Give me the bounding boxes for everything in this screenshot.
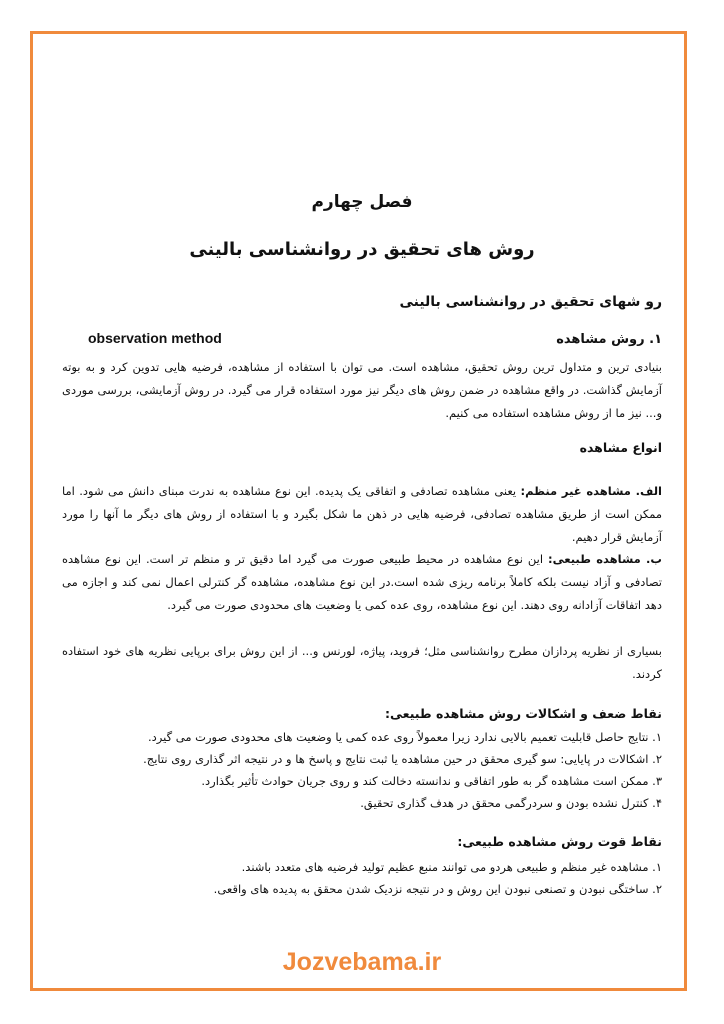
weaknesses-list xyxy=(62,726,662,814)
list-item: ۱. مشاهده غیر منظم و طبیعی هردو می توانند منبع عظیم تولید فرضیه های متعدد باشند. xyxy=(241,860,662,874)
strengths-list xyxy=(62,856,662,900)
list-item: ۳. ممکن است مشاهده گر به طور اتفاقی و ندانسته دخالت کند و روی جریان حوادث تأثیر بگذارد. xyxy=(201,774,662,788)
list-item: ۴. کنترل نشده بودن و سردرگمی محقق در هدف گذاری تحقیق. xyxy=(360,796,662,810)
weaknesses-heading: نقاط ضعف و اشکالات روش مشاهده طبیعی: xyxy=(385,706,662,721)
observation-paragraph: بنیادی ترین و متداول ترین روش تحقیق، مشاهده است. می توان با استفاده از مشاهده، فرضیه هایی تدوین کرد و به بوته آزمایش گذاشت. در واقع مشاهده در ضمن روش های دیگر نیز مورد استفاده قرار می گیرد. در روش آزمایشی، بررسی موردی و... نیز ما از روش مشاهده استفاده می کنیم. xyxy=(62,360,662,420)
method-english-name: observation method xyxy=(88,330,222,346)
chapter-title: فصل چهارم xyxy=(311,192,413,212)
type-a-paragraph xyxy=(62,480,662,549)
list-item: ۲. ساختگی نبودن و تصنعی نبودن این روش و در نتیجه نزدیک شدن محقق به پدیده های واقعی. xyxy=(213,882,662,896)
type-b-label: ب. مشاهده طبیعی: xyxy=(548,552,662,566)
list-item: ۲. اشکالات در پایایی: سو گیری محقق در حین مشاهده یا ثبت نتایج و پاسخ ها و در نتیجه اثر گذاری روی نتایج. xyxy=(143,752,662,766)
types-heading: انواع مشاهده xyxy=(579,440,662,455)
type-a-label: الف. مشاهده غیر منظم: xyxy=(520,484,662,498)
document-body xyxy=(62,0,662,1000)
type-a-text: یعنی مشاهده تصادفی و اتفاقی یک پدیده. این نوع مشاهده به ندرت مبنای دانش می شود. اما ممکن است از طریق مشاهده تصادفی، فرضیه هایی در ذهن ما شکل بگیرد و با استفاده از روش های دیگر ما آنها را مورد آزمایش قرار دهیم. xyxy=(62,484,662,544)
method-heading-row xyxy=(62,332,662,352)
main-title: روش های تحقیق در روانشناسی بالینی xyxy=(189,239,535,260)
method-heading: ۱. روش مشاهده xyxy=(556,332,662,347)
list-item: ۱. نتایج حاصل قابلیت تعمیم بالایی ندارد زیرا معمولاً روی عده کمی یا وضعیت های محدودی صورت می گیرد. xyxy=(148,730,662,744)
type-b-paragraph xyxy=(62,548,662,617)
strengths-heading: نقاط قوت روش مشاهده طبیعی: xyxy=(457,834,662,849)
type-b-text: این نوع مشاهده در محیط طبیعی صورت می گیرد اما دقیق تر و منظم تر است. این نوع مشاهده تصادفی و آزاد نیست بلکه کاملاً برنامه ریزی شده است.در این نوع مشاهده، مشاهده گر کنترلی اعمال نمی کند و اجازه می دهد اتفاقات آزادانه روی دهند. این نوع مشاهده، روی عده کمی یا وضعیت های محدودی صورت می گیرد. xyxy=(62,552,662,612)
theorists-paragraph: بسیاری از نظریه پردازان مطرح روانشناسی مثل؛ فروید، پیاژه، لورنس و... از این روش برای برپایی نظریه های خود استفاده کردند. xyxy=(62,644,662,681)
section-heading: رو شهای تحقیق در روانشناسی بالینی xyxy=(399,294,662,310)
site-watermark: Jozvebama.ir xyxy=(282,948,442,976)
